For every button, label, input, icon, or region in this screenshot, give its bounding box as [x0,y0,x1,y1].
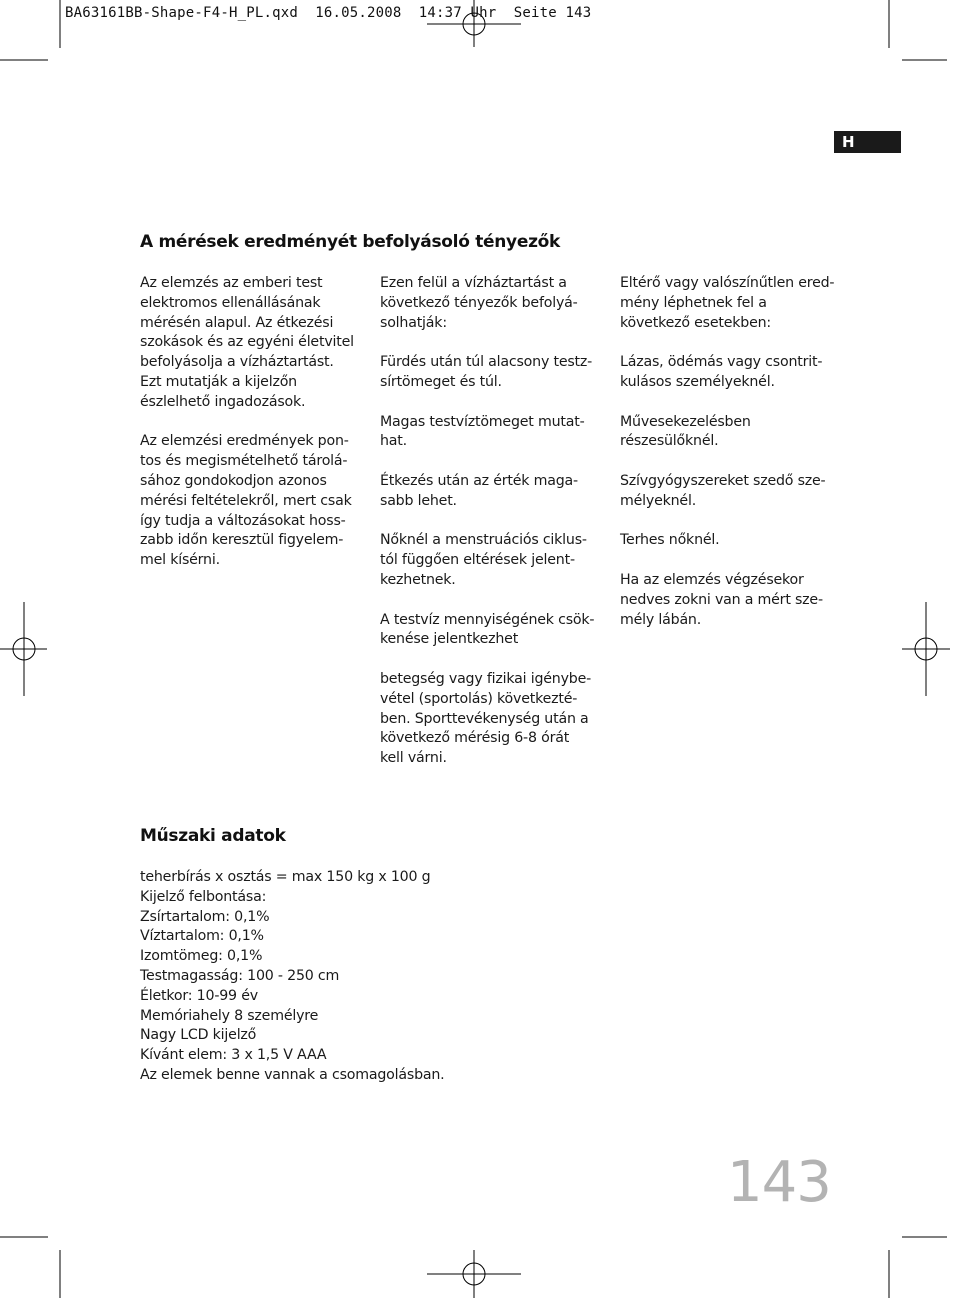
paragraph: Magas testvíztömeget mutat- hat. [380,413,585,450]
paragraph: Az elemzés az emberi test elektromos ellenállásának mérésén alapul. Az étkezési szokások és az egyéni életvitel befolyásolja a vízháztartást. Ezt mutatják a kijelzőn észlelhető ingadozások. [140,275,354,410]
paragraph: Eltérő vagy valószínűtlen ered- mény léphetnek fel a következő esetekben: [620,275,835,331]
factors-column-3 [620,274,835,650]
spec-line: Víztartalom: 0,1% [140,928,264,945]
factors-column-1 [140,274,355,591]
paragraph: Terhes nőknél. [620,532,720,549]
spec-line: Memóriahely 8 személyre [140,1007,319,1024]
spec-line: Kívánt elem: 3 x 1,5 V AAA [140,1047,327,1064]
paragraph: Étkezés után az érték maga- sabb lehet. [380,472,578,509]
registration-mark-left [0,602,47,696]
spec-line: Életkor: 10-99 év [140,987,258,1004]
paragraph: Fürdés után túl alacsony testz- sírtömeget és túl. [380,354,593,390]
paragraph: Nőknél a menstruációs ciklus- tól függően eltérések jelent- kezhetnek. [380,532,587,588]
paragraph: Ha az elemzés végzésekor nedves zokni van a mért sze- mély lábán. [620,571,823,628]
spec-list [140,868,640,1086]
spec-line: Az elemek benne vannak a csomagolásban. [140,1066,445,1083]
paragraph: Lázas, ödémás vagy csontrit- kulásos személyeknél. [620,354,823,390]
spec-line: Nagy LCD kijelző [140,1027,257,1044]
paragraph: Ezen felül a vízháztartást a következő tényezők befolyá- solhatják: [380,275,578,331]
file-slug: BA63161BB-Shape-F4-H_PL.qxd 16.05.2008 14:37 Uhr Seite 143 [65,5,592,21]
spec-line: Zsírtartalom: 0,1% [140,908,270,925]
section-title-specs: Műszaki adatok [140,826,286,846]
paragraph: Művesekezelésben részesülőknél. [620,413,751,450]
page-number: 143 [727,1150,831,1215]
paragraph: A testvíz mennyiségének csök- kenése jelentkezhet [380,611,595,648]
spec-line: teherbírás x osztás = max 150 kg x 100 g [140,869,431,885]
section-title-factors: A mérések eredményét befolyásoló tényezők [140,232,561,252]
paragraph: Szívgyógyszereket szedő sze- mélyeknél. [620,472,826,509]
language-tab: H [834,131,901,153]
spec-line: Izomtömeg: 0,1% [140,948,263,965]
spec-line: Kijelző felbontása: [140,888,267,905]
paragraph: betegség vagy fizikai igénybe- vétel (sportolás) következté- ben. Sporttevékenység után a következő mérésig 6-8 órát kell várni. [380,670,592,767]
factors-column-2 [380,274,595,789]
registration-mark-bottom [427,1250,521,1298]
registration-mark-right [902,602,950,696]
spec-line: Testmagasság: 100 - 250 cm [140,967,340,984]
paragraph: Az elemzési eredmények pon- tos és megismételhető tárolá- sához gondokodjon azonos mérési feltételekről, mert csak így tudja a változásokat hoss- zabb időn keresztül figyelem- mel kísérni. [140,433,352,569]
